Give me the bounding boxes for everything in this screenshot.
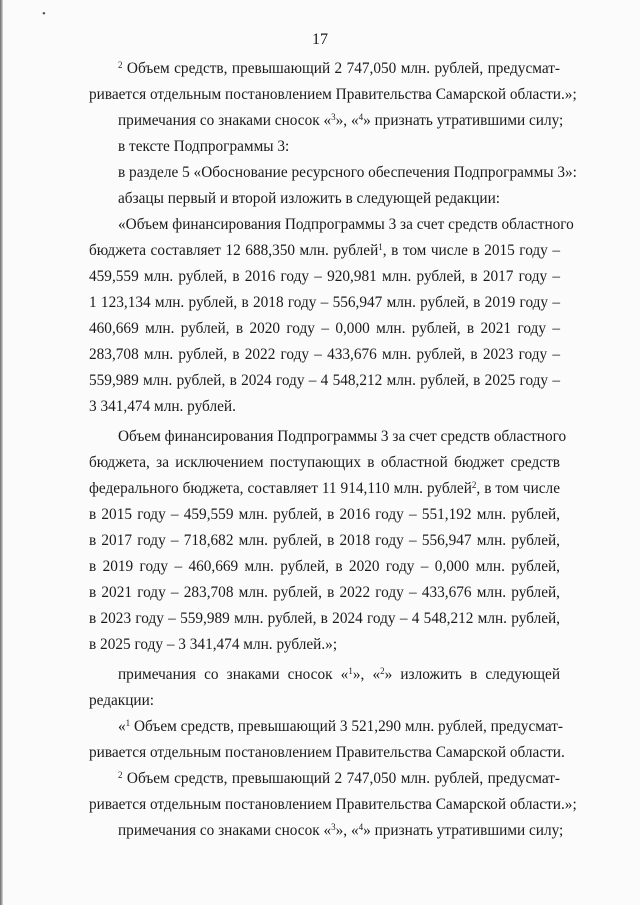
para1-line-2: бюджета составляет 12 688,350 млн. рублей$^1$, в том числе в 2015 году – [89,242,560,259]
footnote-2b-line-2: ривается отдельным постановлением Правительства Самарской области.»; [89,796,577,813]
para1-line-7: 559,989 млн. рублей, в 2024 году – 4 548,212 млн. рублей, в 2025 году – [89,372,560,389]
para2-line-8: в 2023 году – 559,989 млн. рублей, в 2024 году – 4 548,212 млн. рублей, [89,610,560,627]
notes-invalid-line: примечания со знаками сносок «$^3$», «$^4$» признать утратившими силу; [118,112,564,129]
para2-line-3: федерального бюджета, составляет 11 914,110 млн. рублей$^2$, в том числе [89,480,560,497]
para1-line-3: 459,559 млн. рублей, в 2016 году – 920,981 млн. рублей, в 2017 году – [89,268,560,285]
paragraphs-edit-line: абзацы первый и второй изложить в следующей редакции: [118,190,501,207]
para1-line-6: 283,708 млн. рублей, в 2022 году – 433,676 млн. рублей, в 2023 году – [89,346,560,363]
scan-edge [0,0,3,905]
footnote-2b-line-1: $^2$ Объем средств, превышающий 2 747,050 млн. рублей, предусмат- [118,770,560,787]
footnote-2-line-1: $^2$ Объем средств, превышающий 2 747,050 млн. рублей, предусмат- [118,60,560,77]
para2-line-4: в 2015 году – 459,559 млн. рублей, в 2016 году – 551,192 млн. рублей, [89,506,560,523]
subprogram-text-line: в тексте Подпрограммы 3: [118,138,290,155]
para2-line-1: Объем финансирования Подпрограммы 3 за счет средств областного [118,428,567,445]
para2-line-9: в 2025 году – 3 341,474 млн. рублей.»; [89,636,338,653]
document-body [89,56,577,844]
para2-line-2: бюджета, за исключением поступающих в областной бюджет средств [89,454,560,471]
section-5-line: в разделе 5 «Обоснование ресурсного обеспечения Подпрограммы 3»: [118,164,577,181]
page-number: 17 [312,31,328,48]
para1-line-8: 3 341,474 млн. рублей. [89,398,236,415]
footnote-1-line-2: ривается отдельным постановлением Правительства Самарской области. [89,744,565,761]
notes-edit-line-2: редакции: [89,692,155,709]
para1-line-1: «Объем финансирования Подпрограммы 3 за счет средств областного [118,216,574,233]
notes-edit-line: примечания со знаками сносок «$^1$», «$^2$» изложить в следующей [118,666,561,683]
notes-invalid-line-2: примечания со знаками сносок «$^3$», «$^4$» признать утратившими силу; [118,822,564,839]
para1-line-4: 1 123,134 млн. рублей, в 2018 году – 556,947 млн. рублей, в 2019 году – [89,294,560,311]
para2-line-5: в 2017 году – 718,682 млн. рублей, в 2018 году – 556,947 млн. рублей, [89,532,560,549]
footnote-1-line-1: «$^1$ Объем средств, превышающий 3 521,290 млн. рублей, предусмат- [118,718,563,735]
scan-speck: • [42,8,46,20]
para1-line-5: 460,669 млн. рублей, в 2020 году – 0,000 млн. рублей, в 2021 году – [89,320,560,337]
footnote-marker: 2 [118,60,123,70]
para2-line-6: в 2019 году – 460,669 млн. рублей, в 2020 году – 0,000 млн. рублей, [89,558,560,575]
para2-line-7: в 2021 году – 283,708 млн. рублей, в 2022 году – 433,676 млн. рублей, [89,584,560,601]
footnote-2-line-2: ривается отдельным постановлением Правительства Самарской области.»; [89,86,577,103]
